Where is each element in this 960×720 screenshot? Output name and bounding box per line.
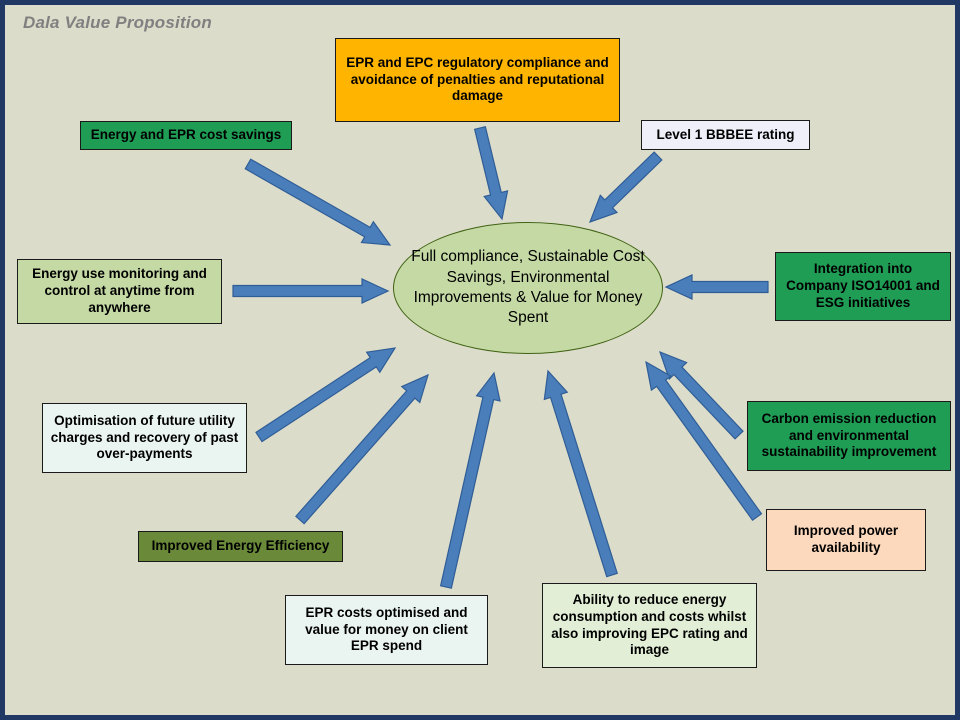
node-improved-power-availability xyxy=(766,509,926,571)
node-label: Ability to reduce energy consumption and costs whilst also improving EPC rating and image xyxy=(551,591,748,658)
node-label: Energy and EPR cost savings xyxy=(90,127,282,143)
arrow-from-energy-epr-cost-savings xyxy=(242,154,396,256)
node-label: Improved power availability xyxy=(793,523,899,555)
node-level-1-bbbee-rating xyxy=(641,120,810,150)
node-improved-energy-efficiency xyxy=(138,531,343,562)
center-node xyxy=(393,222,663,354)
center-node-label: Full compliance, Sustainable Cost Savings, Environmental Improvements & Value for Money Spent xyxy=(411,248,645,327)
node-epr-costs-optimised xyxy=(285,595,488,665)
node-optimisation-future-utility-charges xyxy=(42,403,247,473)
node-label: EPR and EPC regulatory compliance and avoidance of penalties and reputational damage xyxy=(346,54,609,104)
arrow-from-epr-epc-regulatory-compliance xyxy=(468,125,513,222)
node-epr-epc-regulatory-compliance xyxy=(335,38,620,122)
page-title: Dala Value Proposition xyxy=(23,13,212,32)
arrow-from-integration-iso14001-esg xyxy=(666,275,768,299)
arrow-from-energy-use-monitoring xyxy=(233,279,388,303)
arrow-from-level-1-bbbee-rating xyxy=(582,147,667,230)
node-label: Integration into Company ISO14001 and ESG initiatives xyxy=(786,261,940,310)
node-label: Optimisation of future utility charges and recovery of past over-payments xyxy=(50,412,239,462)
node-energy-epr-cost-savings xyxy=(80,121,292,150)
node-energy-use-monitoring xyxy=(17,259,222,324)
node-label: Carbon emission reduction and environmental sustainability improvement xyxy=(761,410,937,460)
arrow-from-improved-energy-efficiency xyxy=(291,367,437,528)
node-ability-to-reduce-energy-consumption xyxy=(542,583,757,668)
node-label: EPR costs optimised and value for money on client EPR spend xyxy=(305,604,468,654)
node-integration-iso14001-esg xyxy=(775,252,951,321)
node-label: Improved Energy Efficiency xyxy=(151,538,330,554)
node-label: Level 1 BBBEE rating xyxy=(656,126,795,142)
node-carbon-emission-reduction xyxy=(747,401,951,471)
arrow-from-ability-to-reduce-energy-consumption xyxy=(537,367,624,578)
node-label: Energy use monitoring and control at anytime from anywhere xyxy=(32,266,207,315)
arrow-from-epr-costs-optimised xyxy=(434,370,505,589)
